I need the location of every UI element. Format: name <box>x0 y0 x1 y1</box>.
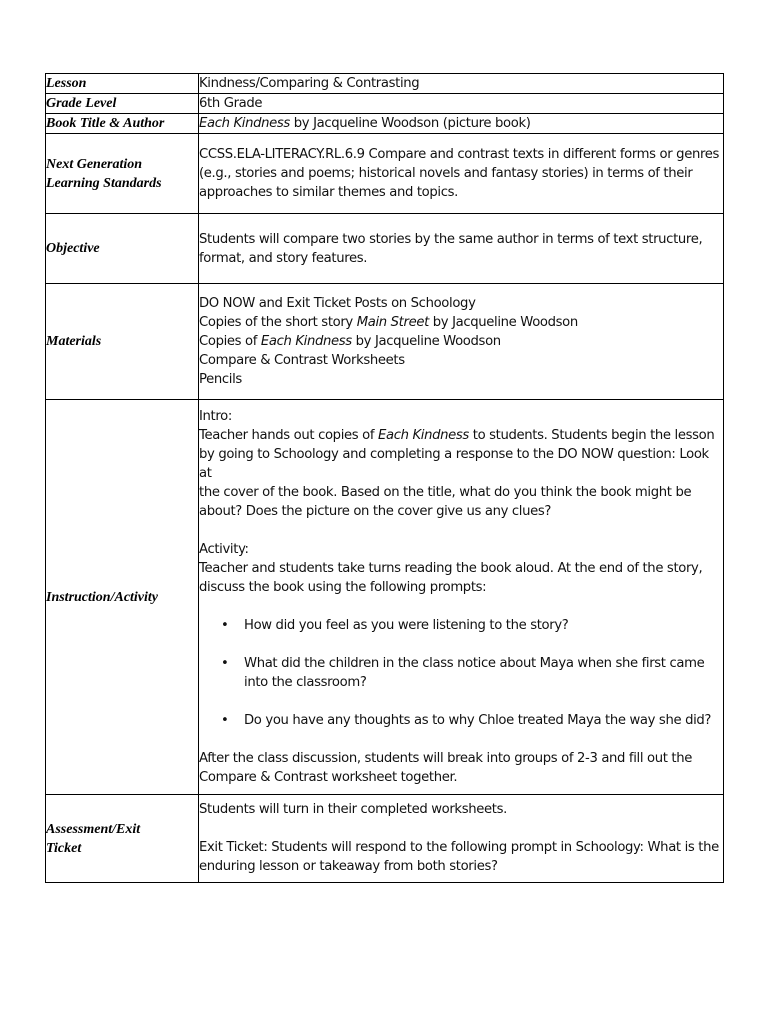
intro-book-title: Each Kindness <box>378 428 469 443</box>
prompt-list <box>199 616 723 730</box>
value-standards <box>199 134 724 214</box>
value-instruction <box>199 400 724 795</box>
label-grade-level: Grade Level <box>46 94 199 114</box>
prompt-text: How did you feel as you were listening to the story? <box>244 618 569 633</box>
label-assessment-line2: Ticket <box>46 840 82 856</box>
value-book <box>199 114 724 134</box>
label-standards-line1: Next Generation <box>46 156 143 172</box>
objective-line: Students will compare two stories by the same author in terms of text structure, <box>199 231 703 247</box>
intro-text: Teacher hands out copies of <box>199 428 378 443</box>
row-standards <box>46 134 724 214</box>
book-author: by Jacqueline Woodson (picture book) <box>289 116 531 131</box>
lesson-plan-table <box>45 73 724 883</box>
intro-line <box>199 426 723 445</box>
intro-heading: Intro: <box>199 409 232 424</box>
prompt-text: What did the children in the class notice about Maya when she first came <box>244 656 705 671</box>
intro-line: by going to Schoology and completing a response to the DO NOW question: Look at <box>199 447 709 481</box>
prompt-item <box>199 616 723 635</box>
value-lesson: Kindness/Comparing & Contrasting <box>199 74 724 94</box>
prompt-text: into the classroom? <box>244 675 367 690</box>
label-assessment-line1: Assessment/Exit <box>46 821 141 837</box>
intro-line: about? Does the picture on the cover give us any clues? <box>199 504 552 519</box>
row-lesson <box>46 74 724 94</box>
activity-line: Teacher and students take turns reading the book aloud. At the end of the story, <box>199 561 703 576</box>
row-grade-level <box>46 94 724 114</box>
prompt-text: Do you have any thoughts as to why Chloe treated Maya the way she did? <box>244 713 712 728</box>
value-assessment <box>199 795 724 883</box>
standards-line: CCSS.ELA-LITERACY.RL.6.9 Compare and contrast texts in different forms or genres <box>199 147 720 162</box>
label-materials: Materials <box>46 284 199 400</box>
bullet-icon: • <box>221 656 229 671</box>
label-lesson: Lesson <box>46 74 199 94</box>
spacer <box>199 521 723 540</box>
intro-text: to students. Students begin the lesson <box>468 428 715 443</box>
value-objective <box>199 214 724 284</box>
material-item <box>199 313 723 332</box>
standards-line: approaches to similar themes and topics. <box>199 185 458 200</box>
after-line: After the class discussion, students will break into groups of 2-3 and fill out the <box>199 751 692 766</box>
label-book: Book Title & Author <box>46 114 199 134</box>
row-materials <box>46 284 724 400</box>
material-text: by Jacqueline Woodson <box>351 334 501 349</box>
exit-ticket-line: enduring lesson or takeaway from both stories? <box>199 859 498 874</box>
row-book <box>46 114 724 134</box>
after-line: Compare & Contrast worksheet together. <box>199 770 458 785</box>
standards-line: (e.g., stories and poems; historical novels and fantasy stories) in terms of their <box>199 166 693 181</box>
label-standards <box>46 134 199 214</box>
row-objective <box>46 214 724 284</box>
prompt-item <box>199 654 723 692</box>
material-title: Main Street <box>356 315 429 330</box>
activity-heading: Activity: <box>199 542 249 557</box>
row-instruction <box>46 400 724 795</box>
material-text: Copies of the short story <box>199 315 357 330</box>
book-title: Each Kindness <box>199 116 290 131</box>
value-grade-level: 6th Grade <box>199 94 724 114</box>
activity-line: discuss the book using the following prompts: <box>199 580 487 595</box>
material-item: DO NOW and Exit Ticket Posts on Schoology <box>199 296 476 311</box>
spacer <box>199 730 723 749</box>
label-assessment <box>46 795 199 883</box>
spacer <box>199 819 723 838</box>
material-item: Compare & Contrast Worksheets <box>199 353 405 368</box>
intro-line: the cover of the book. Based on the title, what do you think the book might be <box>199 485 692 500</box>
exit-ticket-line: Exit Ticket: Students will respond to the following prompt in Schoology: What is the <box>199 840 719 855</box>
label-instruction: Instruction/Activity <box>46 400 199 795</box>
label-standards-line2: Learning Standards <box>46 175 162 191</box>
assessment-line: Students will turn in their completed worksheets. <box>199 802 507 817</box>
material-item <box>199 332 723 351</box>
prompt-item <box>199 711 723 730</box>
objective-line: format, and story features. <box>199 250 368 266</box>
material-item: Pencils <box>199 372 242 387</box>
material-title: Each Kindness <box>260 334 352 349</box>
material-text: by Jacqueline Woodson <box>428 315 578 330</box>
label-objective: Objective <box>46 214 199 284</box>
value-materials <box>199 284 724 400</box>
material-text: Copies of <box>199 334 261 349</box>
row-assessment <box>46 795 724 883</box>
spacer <box>199 597 723 616</box>
bullet-icon: • <box>221 618 229 633</box>
bullet-icon: • <box>221 713 229 728</box>
